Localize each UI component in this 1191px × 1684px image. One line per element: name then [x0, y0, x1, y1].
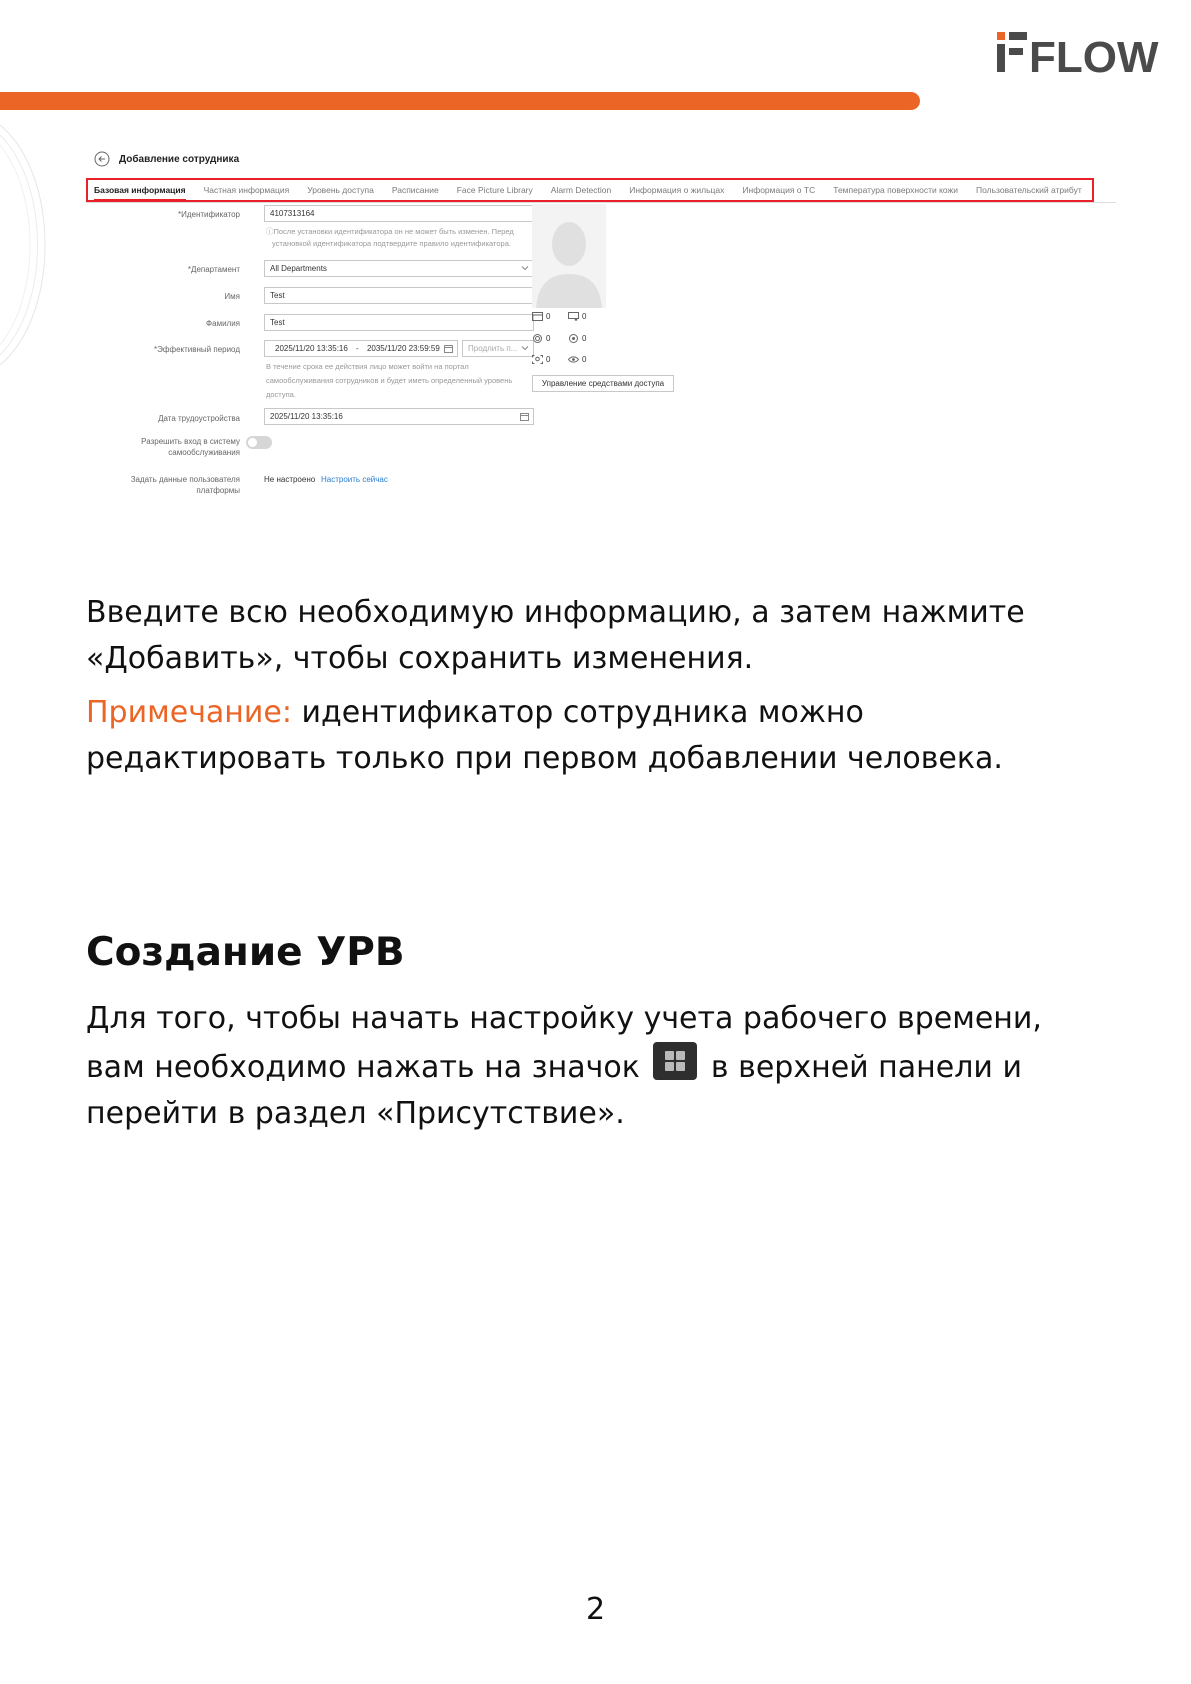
- id-label: *Идентификатор: [177, 210, 240, 219]
- surname-input[interactable]: Test: [264, 314, 534, 331]
- note-paragraph: Примечание: идентификатор сотрудника можно редактировать только при первом добавлении человека.: [86, 695, 1003, 776]
- attendance-paragraph: Для того, чтобы начать настройку учета рабочего времени, вам необходимо нажать на значок в верхней панели и перейти в раздел «Присутствие».: [86, 1001, 1042, 1131]
- card-count: 0: [532, 312, 550, 321]
- chevron-down-icon: [522, 345, 528, 351]
- logo-text: FLOW: [1029, 33, 1159, 82]
- fingerprint-icon: [532, 334, 543, 343]
- chevron-down-icon: [522, 265, 528, 271]
- name-input[interactable]: Test: [264, 287, 534, 304]
- page-title: Добавление сотрудника: [119, 154, 240, 165]
- extend-period-placeholder: Продлить п...: [468, 344, 518, 353]
- face-count: 0: [532, 355, 550, 364]
- back-arrow-icon[interactable]: [94, 151, 110, 167]
- person-silhouette-icon: [532, 204, 606, 308]
- tab-custom-attribute[interactable]: Пользовательский атрибут: [976, 185, 1082, 195]
- period-start: 2025/11/20 13:35:16: [275, 344, 348, 353]
- header-accent-bar: [0, 92, 920, 110]
- tab-face-picture-library[interactable]: Face Picture Library: [456, 185, 533, 195]
- fingerprint-icon: [568, 334, 579, 343]
- avatar[interactable]: [532, 204, 606, 308]
- eye-icon: [568, 355, 579, 364]
- instruction-paragraph: Введите всю необходимую информацию, а затем нажмите «Добавить», чтобы сохранить изменения.: [86, 595, 1025, 676]
- fingerprint-alt-count: 0: [568, 334, 586, 343]
- tabs-divider: [86, 202, 1116, 203]
- tab-access-level[interactable]: Уровень доступа: [307, 185, 374, 195]
- hire-date-value: 2025/11/20 13:35:16: [270, 412, 343, 421]
- remote-control-icon: [568, 312, 579, 321]
- tab-vehicle-info[interactable]: Информация о ТС: [742, 185, 816, 195]
- manage-credentials-button[interactable]: Управление средствами доступа: [532, 375, 674, 392]
- flow-logo: [995, 28, 1159, 82]
- period-label: *Эффективный период: [154, 345, 240, 354]
- period-separator: -: [356, 344, 359, 353]
- tab-bar: [86, 178, 1094, 202]
- extend-period-select[interactable]: [462, 340, 534, 357]
- decorative-curves: [0, 115, 60, 375]
- tab-alarm-detection[interactable]: Alarm Detection: [550, 185, 612, 195]
- department-select[interactable]: [264, 260, 534, 277]
- self-service-label: Разрешить вход в систему самообслуживания: [141, 437, 240, 457]
- period-hint-line2: самообслуживания сотрудников и будет иметь определенный уровень: [266, 376, 513, 385]
- tab-private-info[interactable]: Частная информация: [203, 185, 290, 195]
- app-grid-icon: [653, 1042, 697, 1080]
- add-employee-screenshot: [86, 140, 1116, 550]
- page-number: 2: [585, 1592, 606, 1627]
- tab-basic-info[interactable]: Базовая информация: [94, 179, 186, 201]
- calendar-icon: [444, 344, 453, 353]
- platform-status: Не настроено: [264, 475, 316, 484]
- card-icon: [532, 312, 543, 321]
- note-label: Примечание:: [86, 695, 292, 730]
- iris-count: 0: [568, 355, 586, 364]
- id-input[interactable]: 4107313164: [264, 205, 534, 222]
- tab-residents-info[interactable]: Информация о жильцах: [629, 185, 725, 195]
- calendar-icon: [520, 412, 529, 421]
- surname-label: Фамилия: [206, 319, 240, 328]
- period-end: 2035/11/20 23:59:59: [366, 344, 440, 353]
- period-hint-line3: доступа.: [266, 390, 296, 399]
- platform-user-label: Задать данные пользователя платформы: [130, 475, 240, 495]
- remote-control-count: 0: [568, 312, 586, 321]
- tab-skin-temperature[interactable]: Температура поверхности кожи: [833, 185, 958, 195]
- hire-date-label: Дата трудоустройства: [158, 414, 240, 423]
- hire-date-input[interactable]: [264, 408, 534, 425]
- id-hint-line2: установкой идентификатора подтвердите правило идентификатора.: [272, 239, 511, 248]
- period-range-input[interactable]: [264, 340, 458, 357]
- self-service-toggle[interactable]: [246, 436, 272, 449]
- configure-now-link[interactable]: Настроить сейчас: [321, 475, 388, 484]
- id-hint-line1: ⓘПосле установки идентификатора он не может быть изменен. Перед: [266, 227, 514, 236]
- department-value: All Departments: [270, 264, 327, 273]
- tab-schedule[interactable]: Расписание: [391, 185, 439, 195]
- face-scan-icon: [532, 355, 543, 364]
- section-heading: Создание УРВ: [86, 930, 405, 975]
- name-label: Имя: [224, 292, 240, 301]
- fingerprint-count: 0: [532, 334, 550, 343]
- department-label: *Департамент: [187, 265, 240, 274]
- period-hint-line1: В течение срока ее действия лицо может войти на портал: [266, 362, 469, 371]
